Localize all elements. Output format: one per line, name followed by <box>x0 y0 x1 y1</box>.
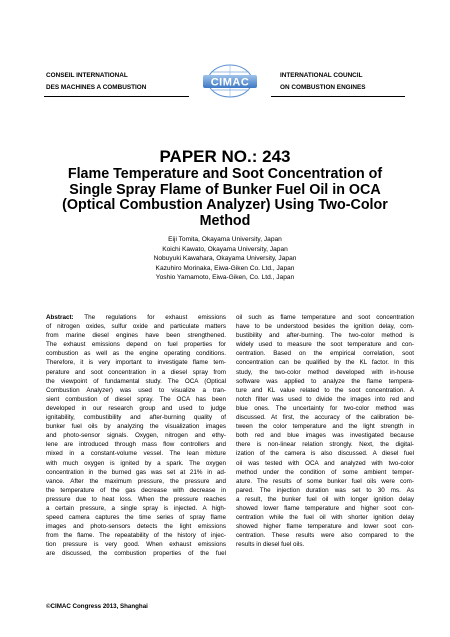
svg-text:CIMAC: CIMAC <box>210 76 250 89</box>
abstract-line: images and photo-sensors detects the light emissions <box>46 523 226 531</box>
abstract-line: have to be understood besides the ignition delay, com- <box>236 323 414 331</box>
abstract-line: The exhaust emissions depend on fuel properties for <box>46 341 226 349</box>
abstract-line: a result, the bunker fuel oil with longer ignition delay <box>236 495 414 503</box>
abstract-line: both red and blue images was investigated because <box>236 432 414 440</box>
abstract-line: from marine diesel engines have been strengthened. <box>46 332 226 340</box>
abstract-line: showed higher flame temperature and lower soot con- <box>236 523 414 531</box>
abstract-line: from the flame. The repeatability of the history of injec- <box>46 532 226 540</box>
abstract-first-line-text: The regulations for exhaust emissions <box>73 314 226 321</box>
title-line-2: Single Spray Flame of Bunker Fuel Oil in OCA <box>69 181 381 198</box>
abstract-line: there is non-linear relation strongly. Next, the digital- <box>236 441 414 449</box>
abstract-line: combustion as well as the engine operating conditions. <box>46 350 226 358</box>
abstract-line: concentration in the burned gas was set at 21% in ad- <box>46 468 226 476</box>
org-french-line-2: DES MACHINES A COMBUSTION <box>46 84 147 91</box>
abstract-line: speed camera captures the time series of spray flame <box>46 514 226 522</box>
abstract-line: discussed. At first, the accuracy of the calibration be- <box>236 414 414 422</box>
org-english-line-1: INTERNATIONAL COUNCIL <box>280 72 363 79</box>
paper-title <box>40 167 410 229</box>
header-rule-left <box>44 96 189 97</box>
abstract-line: lene are introduced through mass flow controllers and <box>46 441 226 449</box>
author-5: Yoshio Yamamoto, Eiwa-Giken, Co. Ltd., Japan <box>155 274 295 282</box>
abstract-line: of nitrogen oxides, sulfur oxide and particulate matters <box>46 323 226 331</box>
title-line-1: Flame Temperature and Soot Concentration of <box>67 166 383 182</box>
abstract-left-lines <box>46 322 226 558</box>
abstract-line: notch filter was used to divide the images into red and <box>236 395 414 403</box>
author-2: Koichi Kawato, Okayama University, Japan <box>162 245 288 253</box>
abstract-line: method under the condition of some ambient temper- <box>236 468 414 476</box>
abstract-line: concentration can be qualified by the KL factor. In this <box>236 359 414 367</box>
org-french-line-1: CONSEIL INTERNATIONAL <box>46 72 128 79</box>
abstract-line: showed lower flame temperature and higher soot con- <box>236 504 414 512</box>
abstract-line: tween the color temperature and the light strength in <box>236 423 414 431</box>
author-4: Kazuhiro Morinaka, Eiwa-Giken Co. Ltd., Japan <box>155 264 295 272</box>
abstract-right-lines <box>236 313 414 549</box>
abstract-column-left <box>46 313 226 559</box>
abstract-line: oil such as flame temperature and soot concentration <box>236 314 414 321</box>
abstract-line: vance. After the maximum pressure, the pressure and <box>46 477 226 485</box>
abstract-line: ization of the camera is also discussed. A diesel fuel <box>236 450 414 458</box>
abstract-line: widely used to measure the soot temperature and con- <box>236 341 414 349</box>
abstract-line: the temperature of the gas decrease with decrease in <box>46 486 226 494</box>
abstract-line: developed in our research group and used to judge <box>46 404 226 412</box>
abstract-line: tion pressure is very good. When exhaust emissions <box>46 541 226 549</box>
author-list <box>0 235 450 283</box>
abstract-line: centration while the fuel oil with shorter ignition delay <box>236 514 414 522</box>
abstract-line: bunker fuel oils by analyzing the visualization images <box>46 423 226 431</box>
abstract-first-line <box>46 313 226 322</box>
abstract-line: Combustion Analyzer) was used to visualize a tran- <box>46 386 226 394</box>
header-org-french <box>46 70 196 94</box>
abstract-line: ture and KL value related to the soot concentration. A <box>236 386 414 394</box>
abstract-line: sient combustion of diesel spray. The OCA has been <box>46 395 226 403</box>
abstract-line: centration. Based on the empirical correlation, soot <box>236 350 414 358</box>
header-org-english <box>280 70 430 94</box>
abstract-line: a certain pressure, a single spray is injected. A high- <box>46 504 226 512</box>
abstract-line: study, the two-color method developed with in-house <box>236 368 414 376</box>
abstract-line: centration. These results were also compared to the <box>236 532 414 540</box>
abstract-label: Abstract: <box>46 314 74 321</box>
abstract-line: and photo-sensor signals. Oxygen, nitrogen and ethy- <box>46 432 226 440</box>
abstract-line: the viewpoint of fundamental study. The OCA (Optical <box>46 377 226 385</box>
abstract-line: mixed in a constant-volume vessel. The lean mixture <box>46 450 226 458</box>
abstract-line: Therefore, it is very important to investigate flame tem- <box>46 359 226 367</box>
abstract-line: pared. The injection duration was set to 30 ms. As <box>236 486 414 494</box>
footer-copyright: ©CIMAC Congress 2013, Shanghai <box>46 603 148 610</box>
org-english-line-2: ON COMBUSTION ENGINES <box>280 84 366 91</box>
title-line-3: (Optical Combustion Analyzer) Using Two-Color <box>62 197 388 213</box>
title-line-4: Method <box>199 212 251 229</box>
abstract-line: bustibility and after-burning. The two-color method is <box>236 332 414 340</box>
abstract-line: blue ones. The uncertainty for two-color method was <box>236 404 414 412</box>
paper-number: PAPER NO.: 243 <box>159 147 291 166</box>
abstract-line: ature. The results of some bunker fuel oils were com- <box>236 477 414 485</box>
abstract-line: are discussed, the combustion properties of the fuel <box>46 550 226 558</box>
abstract-line: oil was tested with OCA and analyzed with two-color <box>236 459 414 467</box>
abstract-line: with much oxygen is ignited by a spark. The oxygen <box>46 459 226 467</box>
author-1: Eiji Tomita, Okayama University, Japan <box>168 236 282 243</box>
abstract-line: perature and soot concentration in a diesel spray from <box>46 368 226 376</box>
header-rule-right <box>271 96 405 97</box>
cimac-logo <box>199 62 261 100</box>
abstract-line: ignitability, combustibility and after-burning quality of <box>46 414 226 422</box>
abstract-line: software was applied to analyze the flame tempera- <box>236 377 414 385</box>
abstract-line: pressure due to heat loss. When the pressure reaches <box>46 495 226 503</box>
author-3: Nobuyuki Kawahara, Okayama University, Japan <box>153 255 297 263</box>
abstract-line: results in diesel fuel oils. <box>236 541 305 549</box>
abstract-column-right <box>236 313 414 549</box>
